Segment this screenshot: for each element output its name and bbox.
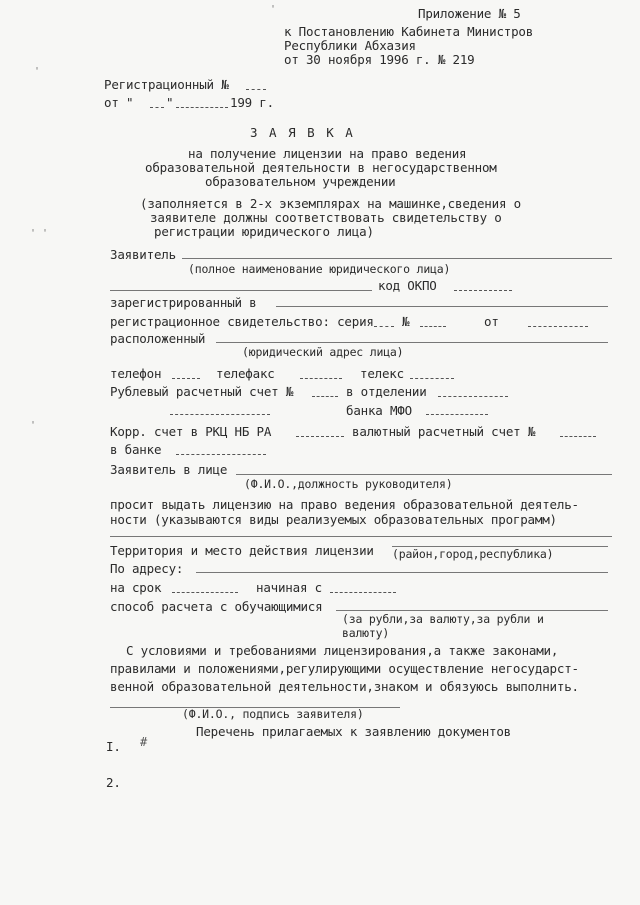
reg-cert-date-field[interactable] bbox=[528, 326, 588, 327]
decree-line-2: Республики Абхазия bbox=[284, 38, 416, 53]
registration-day-field[interactable] bbox=[150, 107, 164, 108]
phone-field[interactable] bbox=[172, 378, 200, 379]
statement-line-3: венной образовательной деятельности,знаком и обязуюсь выполнить. bbox=[110, 679, 579, 694]
starting-label: начиная с bbox=[256, 580, 322, 595]
scan-mark: ' bbox=[30, 420, 37, 431]
request-line-1: просит выдать лицензию на право ведения образовательной деятель- bbox=[110, 497, 579, 512]
territory-field[interactable] bbox=[392, 546, 608, 547]
representative-hint: (Ф.И.О.,должность руководителя) bbox=[244, 477, 453, 491]
registration-date-prefix: от " bbox=[104, 95, 134, 110]
applicant-label: Заявитель bbox=[110, 247, 176, 262]
document-title: З А Я В К А bbox=[250, 125, 355, 140]
place-address-field[interactable] bbox=[196, 572, 608, 573]
signature-hint: (Ф.И.О., подпись заявителя) bbox=[182, 707, 364, 721]
statement-line-1: С условиями и требованиями лицензирования,а также законами, bbox=[126, 643, 559, 658]
rub-account-field[interactable] bbox=[312, 396, 338, 397]
registration-month-field[interactable] bbox=[176, 107, 228, 108]
title-sub-2: образовательной деятельности в негосударственном bbox=[145, 160, 497, 175]
term-field[interactable] bbox=[172, 592, 238, 593]
applicant-name-field[interactable] bbox=[182, 258, 612, 259]
okpo-field[interactable] bbox=[454, 290, 512, 291]
fill-note-1: (заполняется в 2-х экземплярах на машинке,сведения о bbox=[140, 196, 521, 211]
corr-account-field[interactable] bbox=[296, 436, 344, 437]
mfo-field[interactable] bbox=[426, 414, 488, 415]
programs-field[interactable] bbox=[110, 536, 612, 537]
reg-cert-number-field[interactable] bbox=[420, 326, 446, 327]
territory-label: Территория и место действия лицензии bbox=[110, 543, 374, 558]
title-sub-3: образовательном учреждении bbox=[205, 174, 396, 189]
phone-label: телефон bbox=[110, 366, 162, 381]
title-sub-1: на получение лицензии на право ведения bbox=[188, 146, 467, 161]
scan-mark: ' ' bbox=[30, 228, 49, 239]
address-label: По адресу: bbox=[110, 561, 184, 576]
fill-note-2: заявителе должны соответствовать свидетельству о bbox=[150, 210, 502, 225]
fx-account-label: валютный расчетный счет № bbox=[352, 424, 536, 439]
term-label: на срок bbox=[110, 580, 162, 595]
reg-cert-from-label: от bbox=[484, 314, 499, 329]
mfo-label: банка МФО bbox=[346, 403, 412, 418]
applicant-name-field-2[interactable] bbox=[110, 290, 372, 291]
reg-cert-no-label: № bbox=[402, 314, 410, 329]
okpo-label: код ОКПО bbox=[378, 278, 437, 293]
decree-line-3: от 30 ноября 1996 г. № 219 bbox=[284, 52, 475, 67]
document-item-1: I. bbox=[106, 739, 121, 754]
documents-heading: Перечень прилагаемых к заявлению документов bbox=[196, 724, 512, 739]
in-bank-field[interactable] bbox=[176, 454, 266, 455]
address-field[interactable] bbox=[216, 342, 608, 343]
territory-hint: (район,город,республика) bbox=[392, 547, 554, 561]
located-label: расположенный bbox=[110, 331, 206, 346]
telex-label: телекс bbox=[360, 366, 404, 381]
branch-label: в отделении bbox=[346, 384, 427, 399]
reg-cert-label: регистрационное свидетельство: серия bbox=[110, 314, 374, 329]
registered-in-field[interactable] bbox=[276, 306, 608, 307]
document-item-2: 2. bbox=[106, 775, 121, 790]
address-hint: (юридический адрес лица) bbox=[242, 345, 404, 359]
represented-by-label: Заявитель в лице bbox=[110, 462, 228, 477]
payment-method-field[interactable] bbox=[336, 610, 608, 611]
fill-note-3: регистрации юридического лица) bbox=[154, 224, 374, 239]
registration-year: 199 г. bbox=[230, 95, 274, 110]
start-date-field[interactable] bbox=[330, 592, 396, 593]
statement-line-2: правилами и положениями,регулирующими осуществление негосударст- bbox=[110, 661, 579, 676]
telex-field[interactable] bbox=[410, 378, 454, 379]
scan-mark: ' bbox=[270, 4, 277, 15]
rub-account-label: Рублевый расчетный счет № bbox=[110, 384, 294, 399]
payment-hint-2: валюту) bbox=[342, 626, 390, 640]
registered-in-label: зарегистрированный в bbox=[110, 295, 257, 310]
corr-account-label: Корр. счет в РКЦ НБ РА bbox=[110, 424, 272, 439]
payment-hint-1: (за рубли,за валюту,за рубли и bbox=[342, 612, 544, 626]
scan-mark: # bbox=[140, 735, 148, 749]
in-bank-label: в банке bbox=[110, 442, 162, 457]
branch-field[interactable] bbox=[438, 396, 508, 397]
decree-line-1: к Постановлению Кабинета Министров bbox=[284, 24, 534, 39]
reg-cert-series-field[interactable] bbox=[374, 326, 394, 327]
registration-date-quote: " bbox=[166, 95, 174, 110]
scan-mark: ' bbox=[34, 66, 41, 77]
fax-field[interactable] bbox=[300, 378, 342, 379]
fx-account-field[interactable] bbox=[560, 436, 596, 437]
fax-label: телефакс bbox=[216, 366, 275, 381]
appendix-number: Приложение № 5 bbox=[418, 6, 521, 21]
bank-field[interactable] bbox=[170, 414, 270, 415]
registration-number-label: Регистрационный № bbox=[104, 77, 229, 92]
payment-label: способ расчета с обучающимися bbox=[110, 599, 323, 614]
request-line-2: ности (указываются виды реализуемых образовательных программ) bbox=[110, 512, 557, 527]
representative-field[interactable] bbox=[236, 474, 612, 475]
applicant-hint: (полное наименование юридического лица) bbox=[188, 262, 451, 276]
registration-number-field[interactable] bbox=[246, 89, 266, 90]
